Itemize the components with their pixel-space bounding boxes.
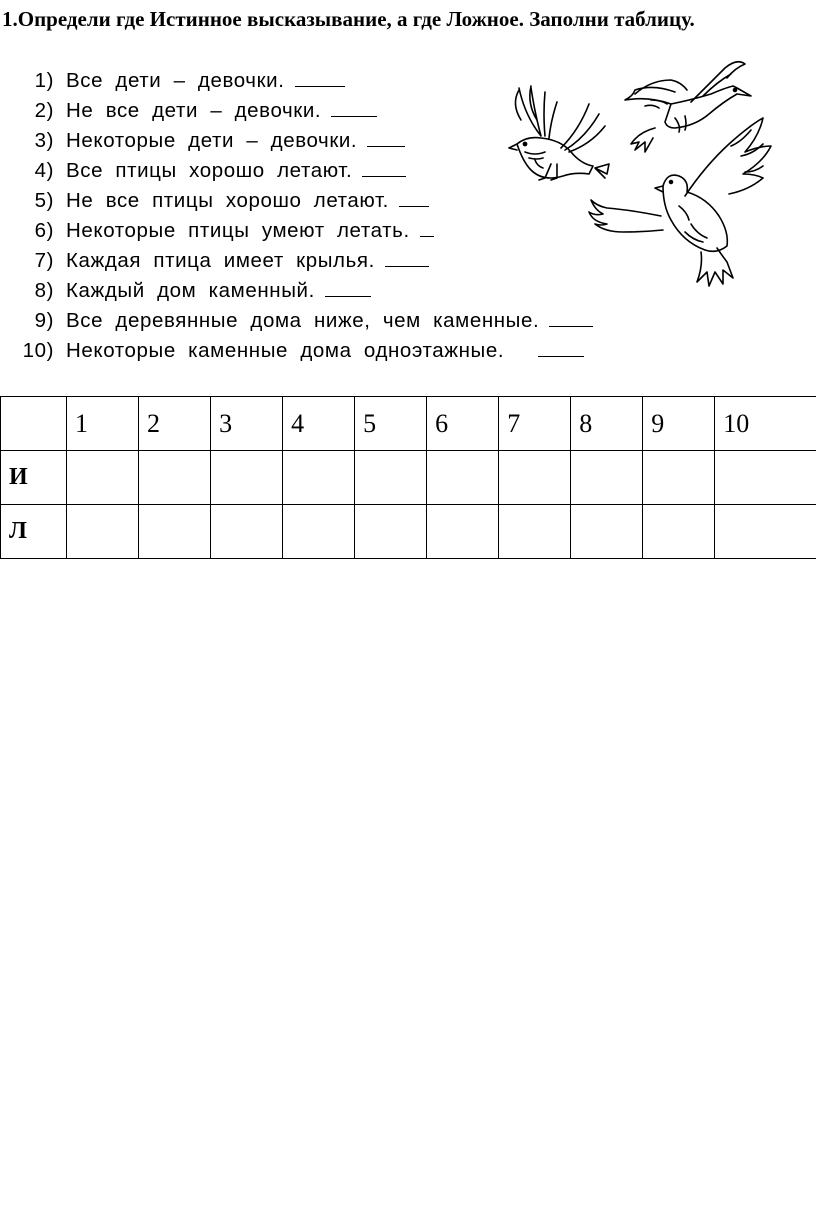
answer-blank — [367, 128, 405, 147]
answer-cell[interactable] — [67, 451, 139, 505]
column-header: 10 — [715, 397, 816, 451]
statement-text: Каждая птица имеет крылья. — [66, 249, 375, 272]
answer-blank — [399, 188, 429, 207]
answer-cell[interactable] — [67, 505, 139, 559]
sparrow-icon — [509, 86, 609, 180]
row-label: Л — [1, 505, 67, 559]
answer-blank — [331, 98, 377, 117]
statement-text: Некоторые дети – девочки. — [66, 129, 358, 152]
column-header: 3 — [211, 397, 283, 451]
answer-cell[interactable] — [355, 451, 427, 505]
statement-number: 5) — [34, 189, 54, 212]
statement-text: Некоторые птицы умеют летать. — [66, 219, 410, 242]
answer-cell[interactable] — [643, 451, 715, 505]
column-header: 1 — [67, 397, 139, 451]
answer-cell[interactable] — [211, 451, 283, 505]
statement-text: Не все дети – девочки. — [66, 99, 322, 122]
statement-text: Все деревянные дома ниже, чем каменные. — [66, 309, 540, 332]
row-label: И — [1, 451, 67, 505]
statement-text: Каждый дом каменный. — [66, 279, 315, 302]
answer-blank — [295, 68, 345, 87]
answer-cell[interactable] — [499, 451, 571, 505]
statement-text: Все дети – девочки. — [66, 69, 285, 92]
statement-number: 1) — [34, 69, 54, 92]
answer-cell[interactable] — [427, 451, 499, 505]
column-header: 5 — [355, 397, 427, 451]
answer-cell[interactable] — [427, 505, 499, 559]
answer-cell[interactable] — [715, 505, 816, 559]
answer-cell[interactable] — [571, 451, 643, 505]
statement-number: 7) — [34, 249, 54, 272]
answer-cell[interactable] — [283, 505, 355, 559]
answer-blank — [325, 278, 371, 297]
statement-item — [10, 336, 593, 366]
column-header: 6 — [427, 397, 499, 451]
statement-number: 3) — [34, 129, 54, 152]
answer-cell[interactable] — [139, 505, 211, 559]
answer-blank — [420, 218, 434, 237]
column-header: 2 — [139, 397, 211, 451]
column-header: 9 — [643, 397, 715, 451]
answers-table — [0, 396, 816, 559]
answer-cell[interactable] — [499, 505, 571, 559]
column-header: 8 — [571, 397, 643, 451]
statement-number: 10) — [22, 339, 54, 362]
table-corner-cell — [1, 397, 67, 451]
column-header: 7 — [499, 397, 571, 451]
statement-number: 6) — [34, 219, 54, 242]
answer-cell[interactable] — [211, 505, 283, 559]
birds-illustration — [495, 56, 795, 296]
dove-icon — [589, 118, 771, 286]
answer-cell[interactable] — [283, 451, 355, 505]
statement-number: 8) — [34, 279, 54, 302]
statement-text: Некоторые каменные дома одноэтажные. — [66, 339, 505, 362]
statement-item — [10, 306, 593, 336]
answer-cell[interactable] — [355, 505, 427, 559]
answer-blank — [549, 308, 593, 327]
table-row-true — [1, 451, 816, 505]
answer-blank — [385, 248, 429, 267]
statement-number: 9) — [34, 309, 54, 332]
statement-text: Все птицы хорошо летают. — [66, 159, 353, 182]
answer-blank — [538, 338, 584, 357]
statement-text: Не все птицы хорошо летают. — [66, 189, 389, 212]
table-header-row — [1, 397, 816, 451]
answer-blank — [362, 158, 406, 177]
statement-number: 2) — [34, 99, 54, 122]
answer-cell[interactable] — [715, 451, 816, 505]
table-row-false — [1, 505, 816, 559]
statement-number: 4) — [34, 159, 54, 182]
answer-cell[interactable] — [571, 505, 643, 559]
answer-cell[interactable] — [139, 451, 211, 505]
flying-bird-icon — [625, 62, 751, 152]
answer-cell[interactable] — [643, 505, 715, 559]
column-header: 4 — [283, 397, 355, 451]
task-title: 1.Определи где Истинное высказывание, а где Ложное. Заполни таблицу. — [2, 7, 695, 31]
